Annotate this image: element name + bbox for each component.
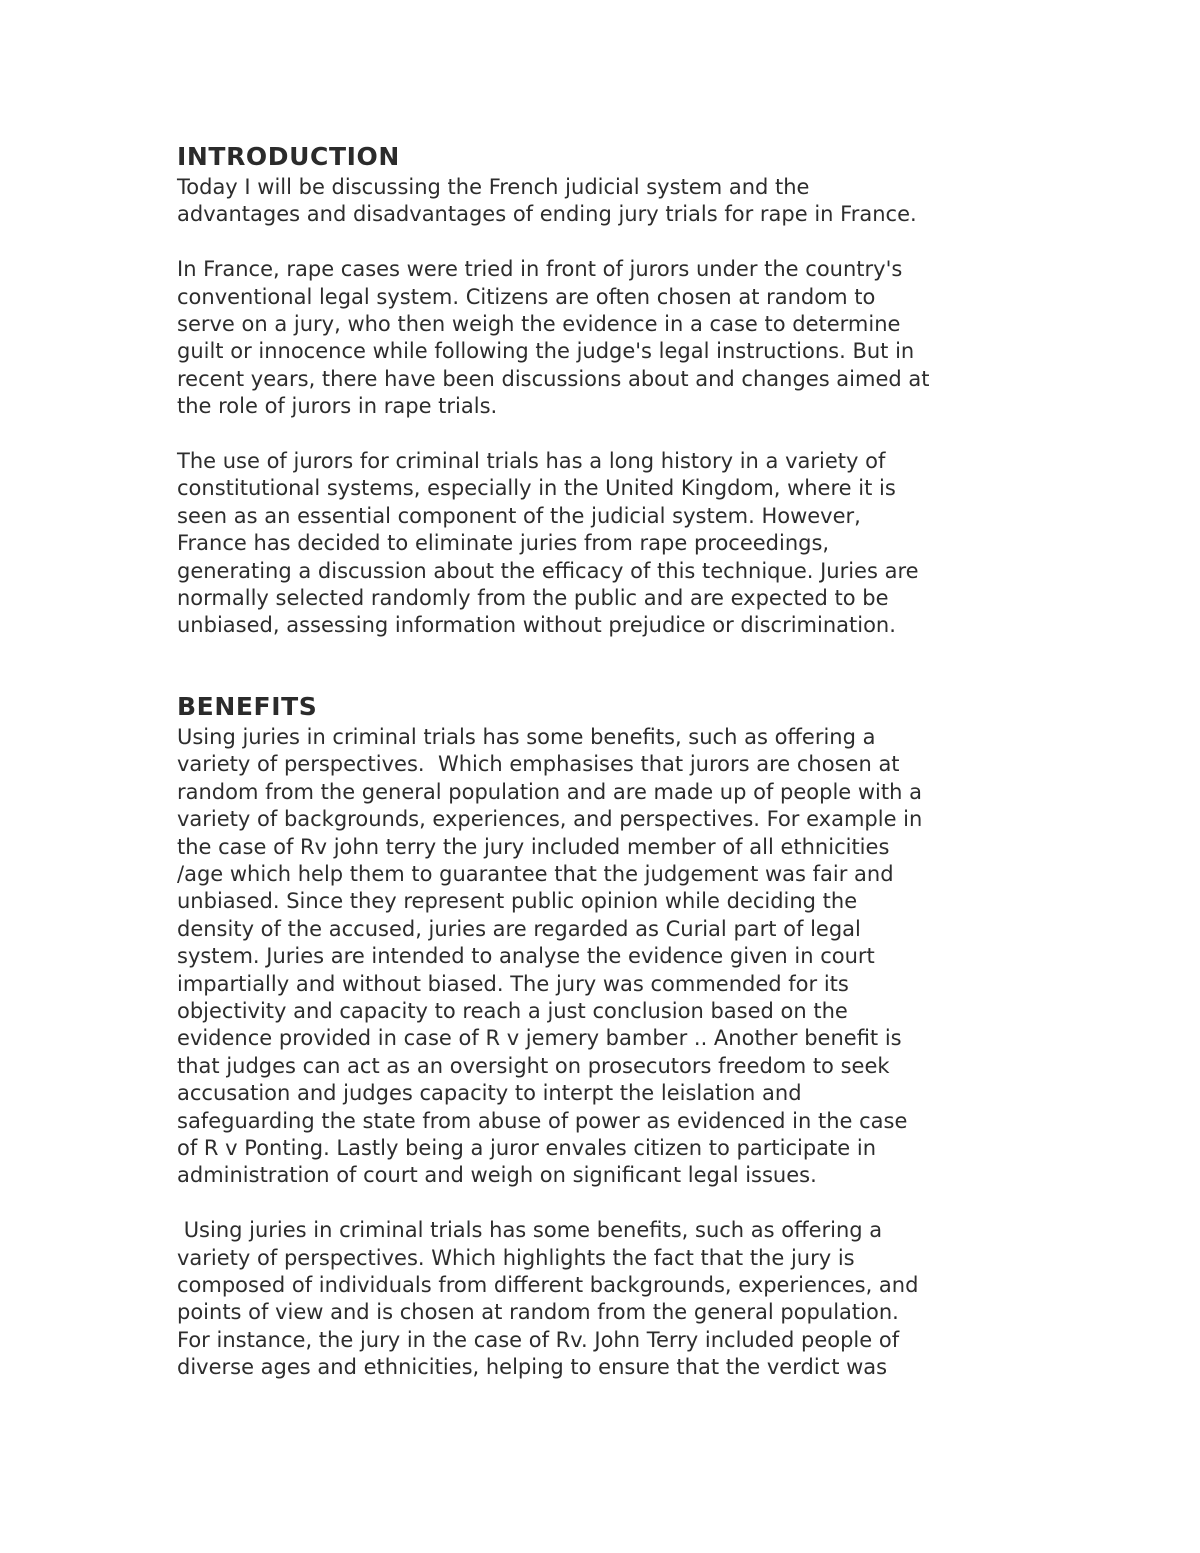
intro-paragraph-2: In France, rape cases were tried in front of jurors under the country's conventional legal system. Citizens are often chosen at random to serve on a jury, who then weigh the evidence in a case to determine guilt or innocence while following the judge's legal instructions. But in recent years, there have been discussions about and changes aimed at the role of jurors in rape trials.	[177, 257, 930, 419]
intro-paragraph-1: Today I will be discussing the French judicial system and the advantages and disadvantages of ending jury trials for rape in France.	[177, 175, 917, 227]
document-body	[177, 140, 1037, 1382]
section-spacer	[177, 640, 1037, 690]
paragraph-spacer	[177, 229, 1037, 256]
paragraph-spacer	[177, 1190, 1037, 1217]
introduction-heading: INTRODUCTION	[177, 142, 400, 171]
benefits-paragraph-1: Using juries in criminal trials has some benefits, such as offering a variety of perspectives. Which emphasises that jurors are chosen at random from the general population and are made up of people with a variety of backgrounds, experiences, and perspectives. For example in the case of Rv john terry the jury included member of all ethnicities /age which help them to guarantee that the judgement was fair and unbiased. Since they represent public opinion while deciding the density of the accused, juries are regarded as Curial part of legal system. Juries are intended to analyse the evidence given in court impartially and without biased. The jury was commended for its objectivity and capacity to reach a just conclusion based on the evidence provided in case of R v jemery bamber .. Another benefit is that judges can act as an oversight on prosecutors freedom to seek accusation and judges capacity to interpt the leislation and safeguarding the state from abuse of power as evidenced in the case of R v Ponting. Lastly being a juror envales citizen to participate in administration of court and weigh on significant legal issues.	[177, 724, 923, 1188]
paragraph-spacer	[177, 421, 1037, 448]
benefits-paragraph-2: Using juries in criminal trials has some benefits, such as offering a variety of perspectives. Which highlights the fact that the jury is composed of individuals from different backgrounds, experiences, and points of view and is chosen at random from the general population. For instance, the jury in the case of Rv. John Terry included people of diverse ages and ethnicities, helping to ensure that the verdict was	[177, 1218, 919, 1380]
benefits-heading: BENEFITS	[177, 691, 318, 721]
intro-paragraph-3: The use of jurors for criminal trials has a long history in a variety of constitutional systems, especially in the United Kingdom, where it is seen as an essential component of the judicial system. However, France has decided to eliminate juries from rape proceedings, generating a discussion about the efficacy of this technique. Juries are normally selected randomly from the public and are expected to be unbiased, assessing information without prejudice or discrimination.	[177, 449, 919, 638]
